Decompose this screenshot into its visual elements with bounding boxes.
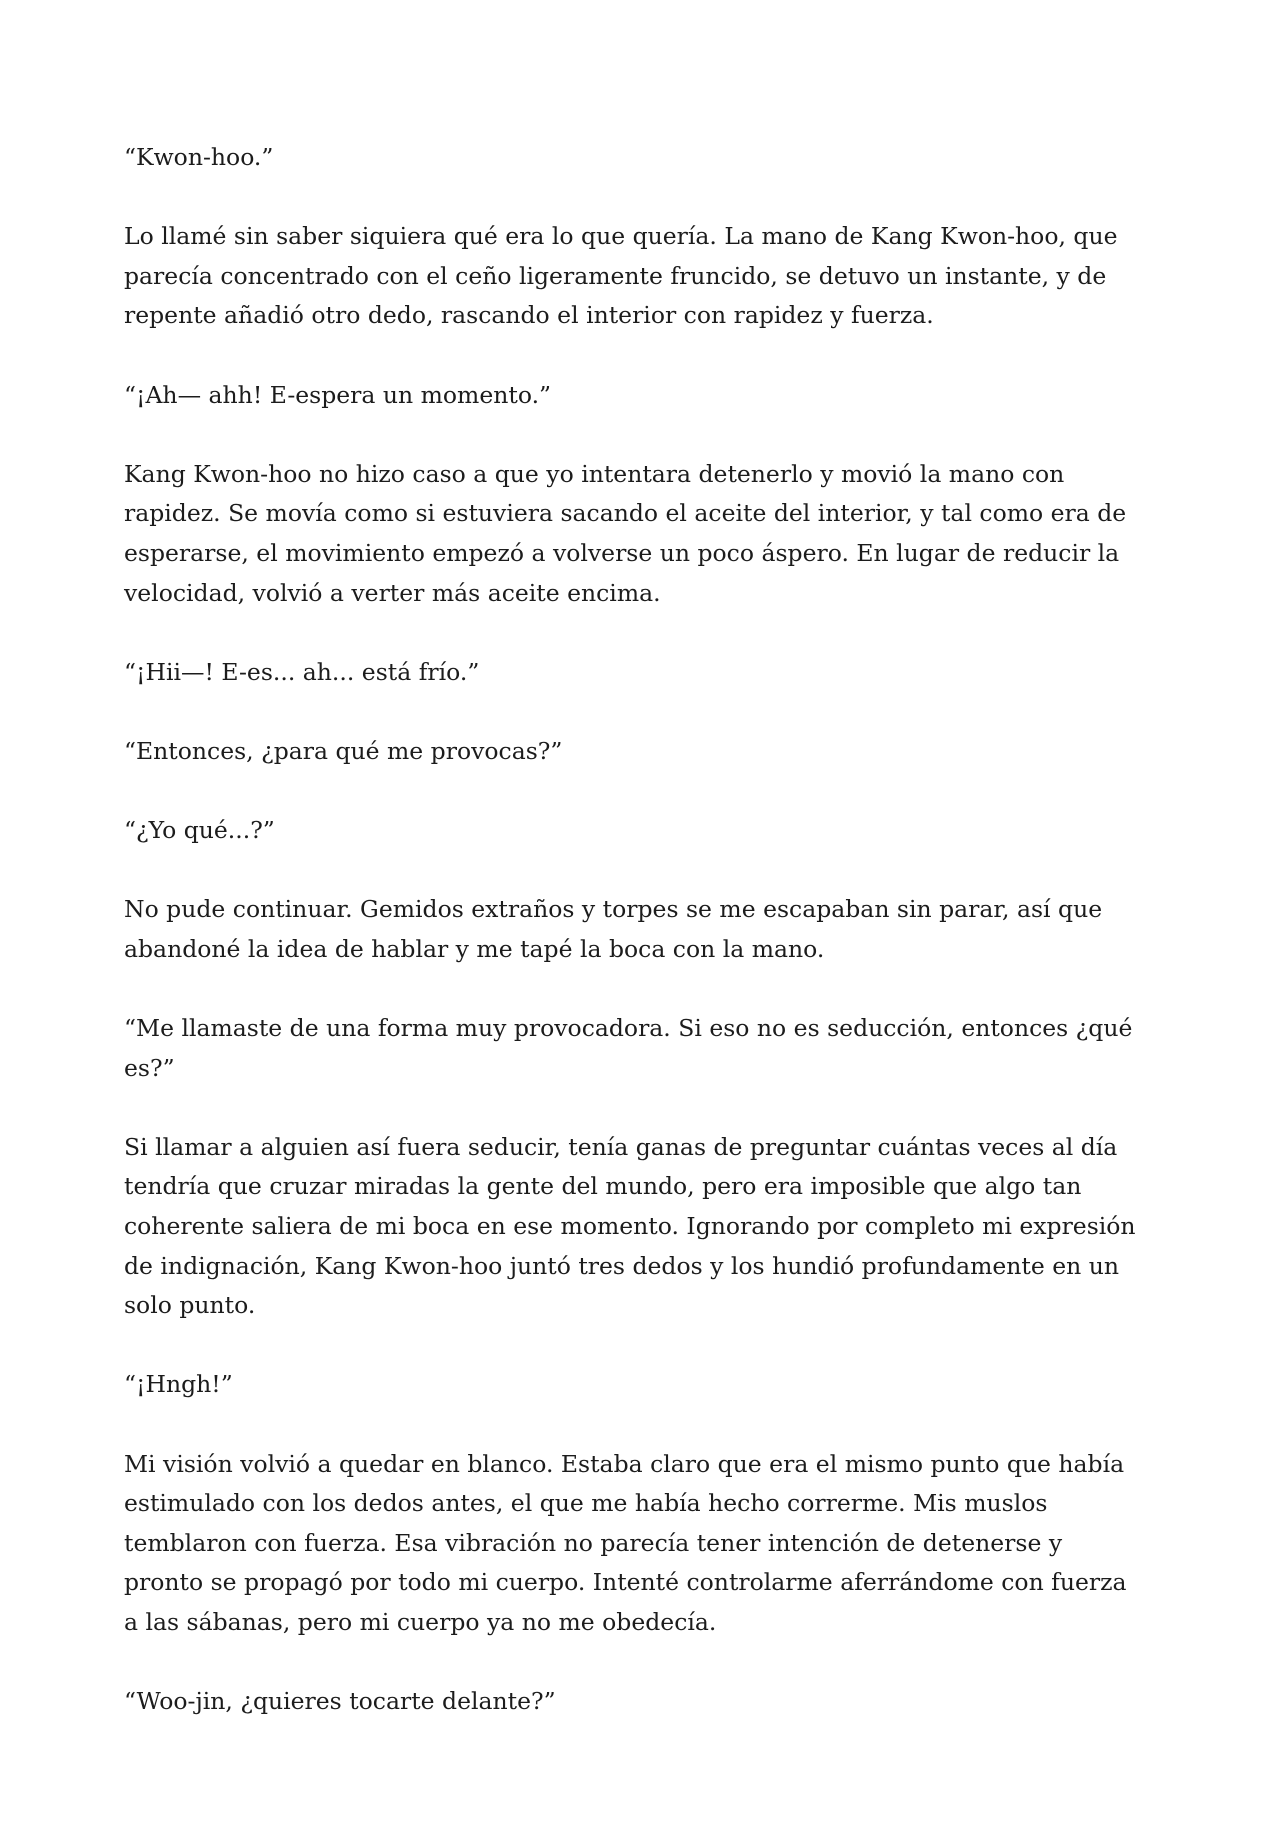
narration-paragraph: Mi visión volvió a quedar en blanco. Estaba claro que era el mismo punto que había estimulado con los dedos antes, el que me había hecho correrme. Mis muslos temblaron con fuerza. Esa vibración no parecía tener intención de detenerse y pronto se propagó por todo mi cuerpo. Intenté controlarme aferrándome con fuerza a las sábanas, pero mi cuerpo ya no me obedecía.: [124, 1449, 1127, 1636]
narration-paragraph: Lo llamé sin saber siquiera qué era lo que quería. La mano de Kang Kwon-hoo, que parecía concentrado con el ceño ligeramente fruncido, se detuvo un instante, y de repente añadió otro dedo, rascando el interior con rapidez y fuerza.: [124, 222, 1118, 330]
dialogue-line: “Me llamaste de una forma muy provocadora. Si eso no es seducción, entonces ¿qué es?”: [124, 1014, 1133, 1082]
dialogue-line: “¿Yo qué...?”: [124, 816, 275, 845]
dialogue-line: “¡Ah— ahh! E-espera un momento.”: [124, 380, 552, 409]
dialogue-line: “¡Hii—! E-es... ah... está frío.”: [124, 657, 480, 686]
dialogue-line: “Entonces, ¿para qué me provocas?”: [124, 736, 563, 765]
dialogue-line: “¡Hngh!”: [124, 1370, 233, 1399]
dialogue-line: “Kwon-hoo.”: [124, 143, 274, 171]
narration-paragraph: Si llamar a alguien así fuera seducir, tenía ganas de preguntar cuántas veces al día tendría que cruzar miradas la gente del mundo, pero era imposible que algo tan coherente saliera de mi boca en ese momento. Ignorando por completo mi expresión de indignación, Kang Kwon-hoo juntó tres dedos y los hundió profundamente en un solo punto.: [124, 1132, 1136, 1320]
dialogue-line: “Woo-jin, ¿quieres tocarte delante?”: [124, 1687, 556, 1716]
text-body: [124, 138, 1144, 1761]
narration-paragraph: Kang Kwon-hoo no hizo caso a que yo intentara detenerlo y movió la mano con rapidez. Se movía como si estuviera sacando el aceite del interior, y tal como era de esperarse, el movimiento empezó a volverse un poco áspero. En lugar de reducir la velocidad, volvió a verter más aceite encima.: [124, 459, 1127, 607]
narration-paragraph: No pude continuar. Gemidos extraños y torpes se me escapaban sin parar, así que abandoné la idea de hablar y me tapé la boca con la mano.: [124, 895, 1103, 963]
